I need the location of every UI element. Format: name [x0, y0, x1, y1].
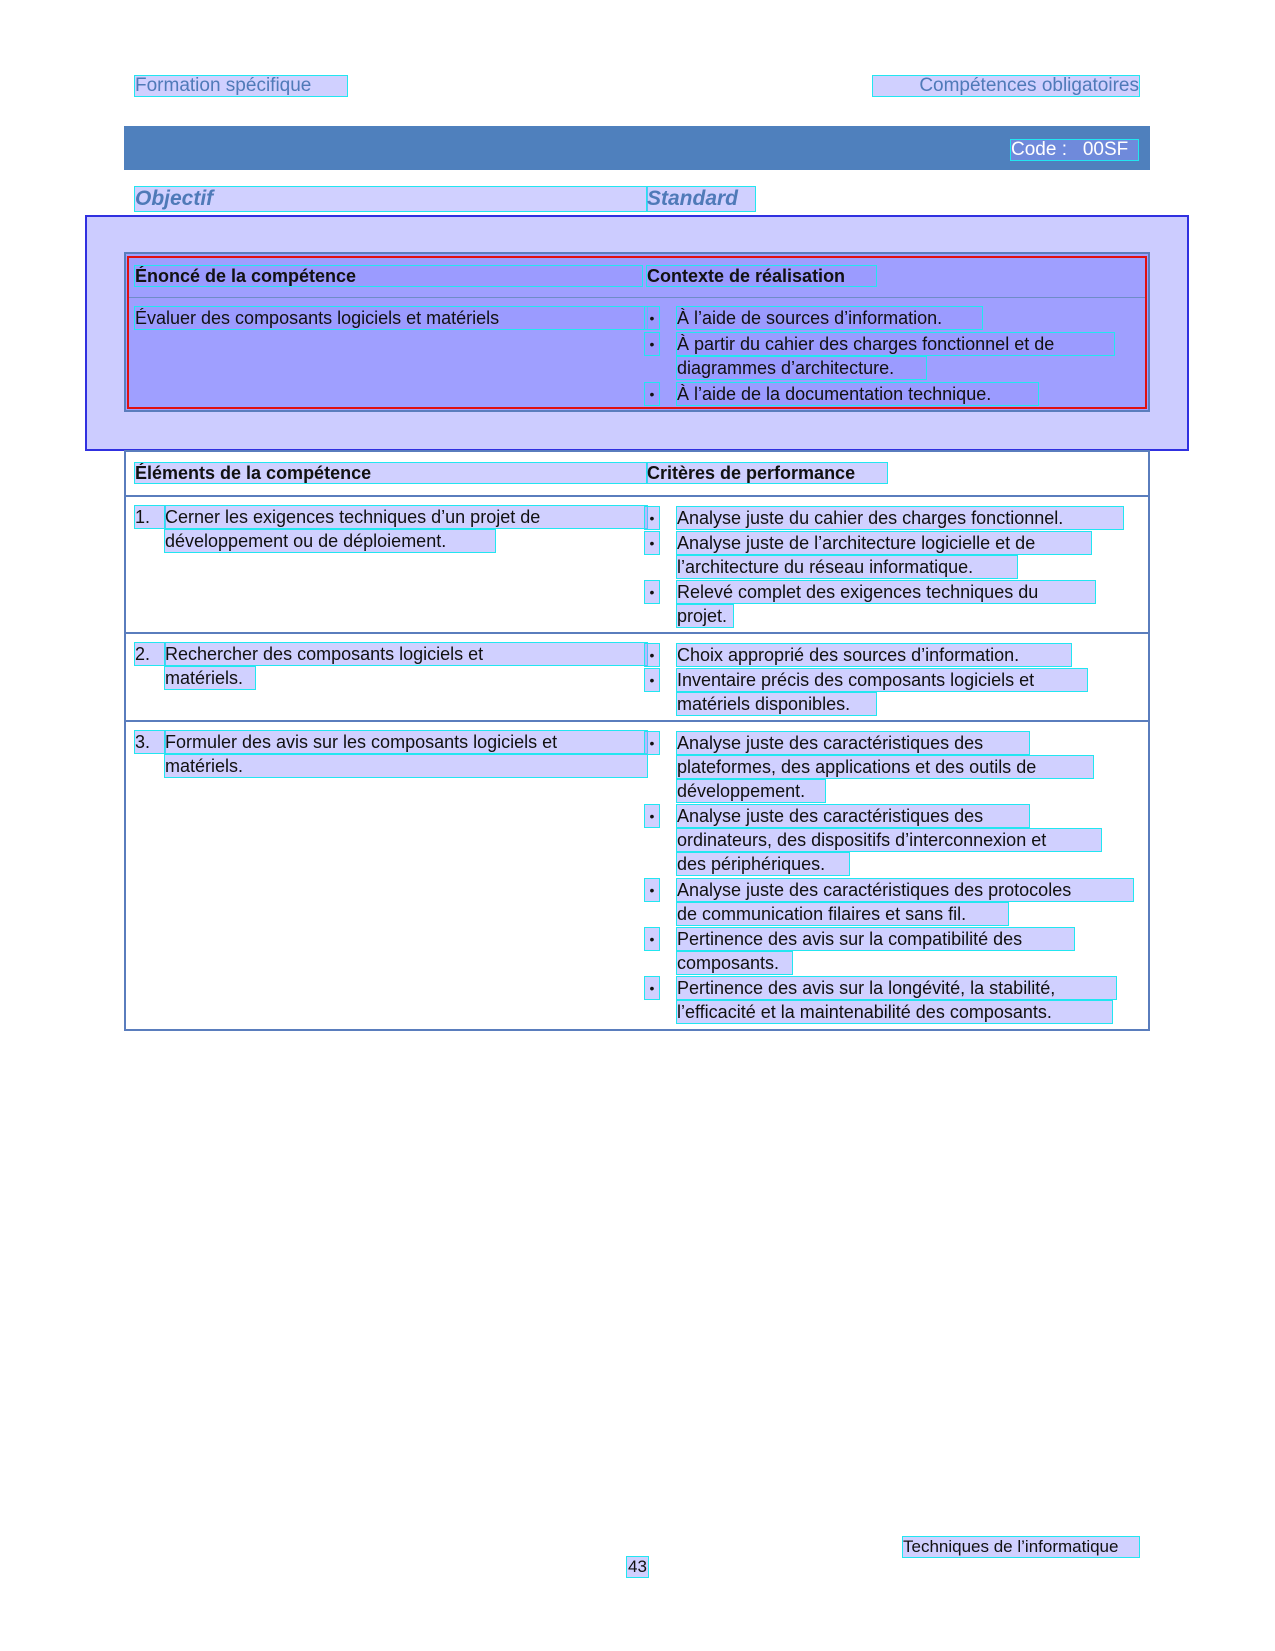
contexte-item: À partir du cahier des charges fonctionnel et de: [677, 333, 1114, 355]
contexte-bullet: •: [645, 307, 659, 329]
contexte-bullet: •: [645, 383, 659, 405]
critere-item-cont: des périphériques.: [677, 853, 849, 875]
row-divider: [124, 720, 1150, 722]
elements-header-rule: [124, 495, 1150, 497]
header-section-name: Compétences obligatoires: [873, 76, 1139, 96]
critere-bullet: •: [645, 732, 659, 754]
critere-bullet: •: [645, 805, 659, 827]
element-text-cont: matériels.: [165, 755, 647, 777]
critere-bullet: •: [645, 669, 659, 691]
critere-bullet: •: [645, 879, 659, 901]
element-text: Cerner les exigences techniques d’un projet de: [165, 506, 647, 528]
critere-item: Analyse juste des caractéristiques des: [677, 805, 1029, 827]
competency-code: Code : 00SF: [1011, 140, 1138, 160]
critere-bullet: •: [645, 532, 659, 554]
element-text: Formuler des avis sur les composants logiciels et: [165, 731, 647, 753]
critere-item: Analyse juste de l’architecture logicielle et de: [677, 532, 1091, 554]
elements-header: Éléments de la compétence: [135, 463, 647, 483]
contexte-item-cont: diagrammes d’architecture.: [677, 357, 926, 379]
critere-item-cont: de communication filaires et sans fil.: [677, 903, 1008, 925]
critere-item-cont: composants.: [677, 952, 792, 974]
standard-title: Standard: [647, 187, 755, 211]
critere-item-cont: projet.: [677, 605, 733, 627]
critere-item-cont: développement.: [677, 780, 825, 802]
critere-item: Choix approprié des sources d’information.: [677, 644, 1071, 666]
header-program-type: Formation spécifique: [135, 76, 347, 96]
criteres-header: Critères de performance: [647, 463, 887, 483]
contexte-bullet: •: [645, 333, 659, 355]
code-band: [124, 126, 1150, 170]
critere-bullet: •: [645, 644, 659, 666]
critere-bullet: •: [645, 977, 659, 999]
row-divider: [124, 632, 1150, 634]
critere-bullet: •: [645, 507, 659, 529]
critere-item: Analyse juste des caractéristiques des: [677, 732, 1029, 754]
critere-bullet: •: [645, 581, 659, 603]
critere-item: Analyse juste du cahier des charges fonctionnel.: [677, 507, 1123, 529]
element-text-cont: matériels.: [165, 667, 255, 689]
critere-item: Analyse juste des caractéristiques des protocoles: [677, 879, 1133, 901]
enonce-header: Énoncé de la compétence: [135, 266, 642, 286]
critere-bullet: •: [645, 928, 659, 950]
enonce-text: Évaluer des composants logiciels et matériels: [135, 307, 647, 329]
element-number: 1.: [135, 506, 165, 528]
element-number: 2.: [135, 643, 165, 665]
critere-item: Relevé complet des exigences techniques du: [677, 581, 1095, 603]
page-number: 43: [628, 1557, 647, 1576]
contexte-header: Contexte de réalisation: [647, 266, 876, 286]
critere-item: Pertinence des avis sur la longévité, la stabilité,: [677, 977, 1116, 999]
contexte-item: À l’aide de la documentation technique.: [677, 383, 1038, 405]
element-text: Rechercher des composants logiciels et: [165, 643, 647, 665]
critere-item: Inventaire précis des composants logiciels et: [677, 669, 1087, 691]
critere-item-cont: ordinateurs, des dispositifs d’interconnexion et: [677, 829, 1101, 851]
critere-item-cont: plateformes, des applications et des outils de: [677, 756, 1093, 778]
objectif-title: Objectif: [135, 187, 647, 211]
critere-item-cont: l’efficacité et la maintenabilité des composants.: [677, 1001, 1112, 1023]
element-text-cont: développement ou de déploiement.: [165, 530, 495, 552]
critere-item: Pertinence des avis sur la compatibilité des: [677, 928, 1074, 950]
footer-program: Techniques de l’informatique: [903, 1537, 1139, 1557]
contexte-item: À l’aide de sources d’information.: [677, 307, 982, 329]
critere-item-cont: matériels disponibles.: [677, 693, 876, 715]
element-number: 3.: [135, 731, 165, 753]
critere-item-cont: l’architecture du réseau informatique.: [677, 556, 1017, 578]
